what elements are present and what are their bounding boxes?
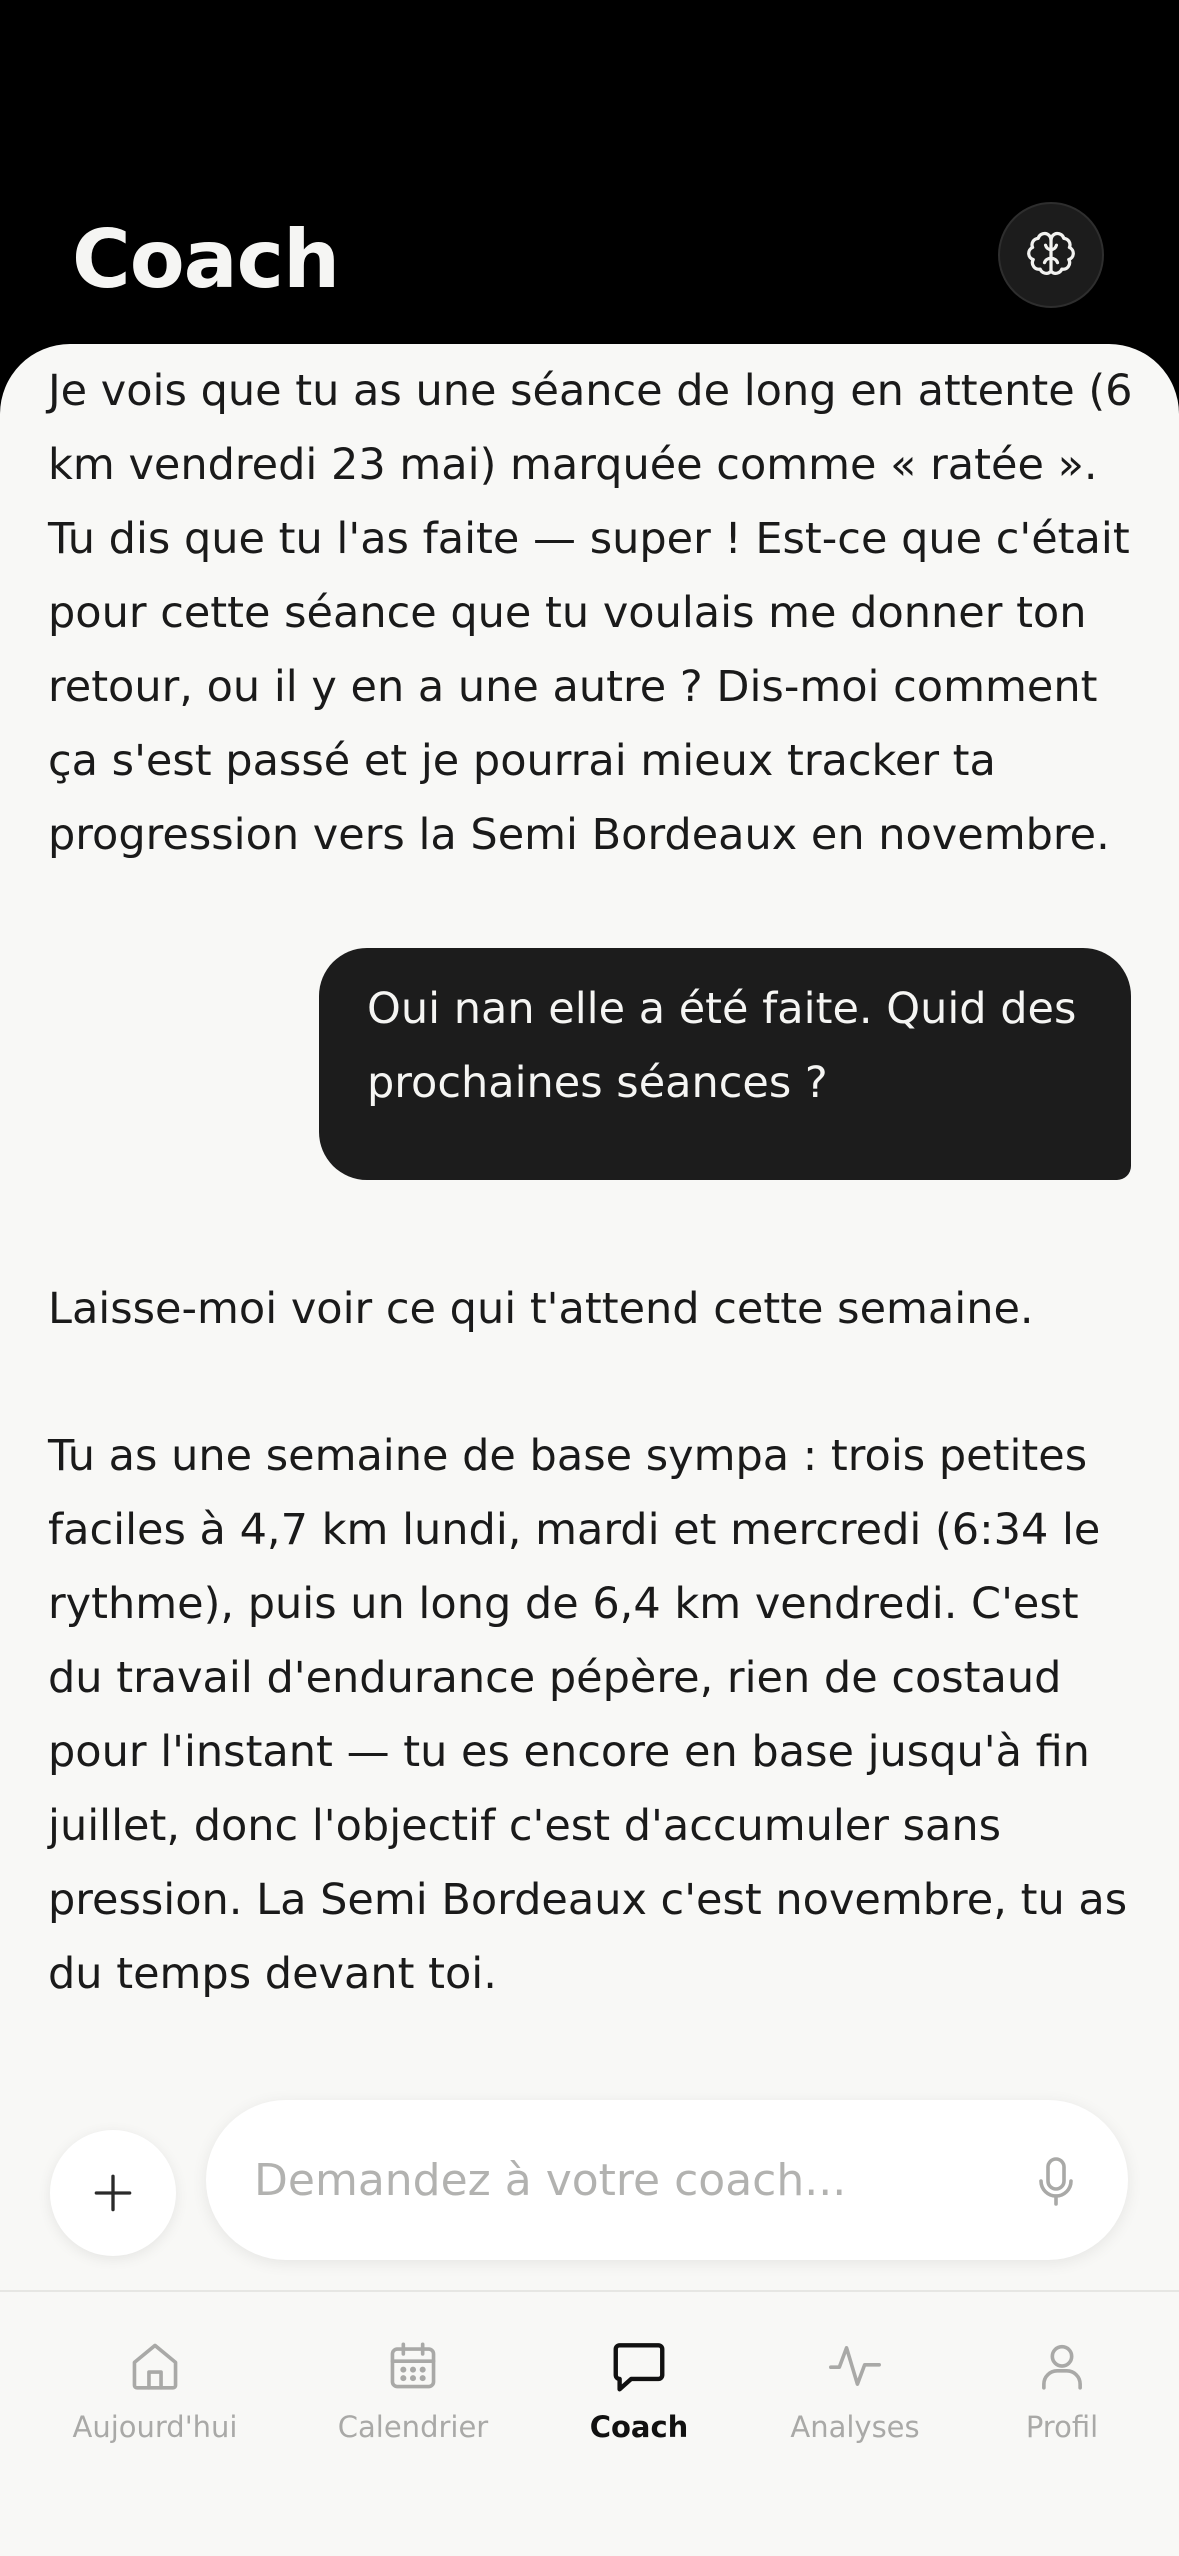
page-title: Coach — [72, 213, 340, 306]
bottom-tab-bar — [0, 2290, 1179, 2556]
home-icon — [123, 2334, 187, 2398]
coach-message-text: Je vois que tu as une séance de long en attente (6 km vendredi 23 mai) marquée comme « ratée ». Tu dis que tu l'as faite — super ! Est-ce que c'était pour cette séance que tu voulais me donner ton retour, ou il y en a une autre ? Dis-moi comment ça s'est passé et je pourrai mieux tracker ta progression vers la Semi Bordeaux en novembre. — [48, 366, 1133, 860]
coach-message — [48, 1419, 1138, 2011]
tab-label: Calendrier — [337, 2410, 489, 2444]
user-message-text: Oui nan elle a été faite. Quid des prochaines séances ? — [367, 984, 1077, 1108]
tab-analyses[interactable] — [745, 2334, 965, 2454]
brain-icon — [1025, 229, 1077, 281]
plus-icon — [88, 2168, 138, 2218]
calendar-icon — [381, 2334, 445, 2398]
tab-label: Aujourd'hui — [72, 2410, 238, 2444]
brain-button[interactable] — [998, 202, 1104, 308]
tab-calendar[interactable] — [303, 2334, 523, 2454]
header — [0, 0, 1179, 360]
tab-label: Profil — [1025, 2410, 1099, 2444]
coach-message-body: Tu as une semaine de base sympa : trois petites faciles à 4,7 km lundi, mardi et mercredi (6:34 le rythme), puis un long de 6,4 km vendredi. C'est du travail d'endurance pépère, rien de costaud pour l'instant — tu es encore en base jusqu'à fin juillet, donc l'objectif c'est d'accumuler sans pression. La Semi Bordeaux c'est novembre, tu as du temps devant toi. — [48, 1431, 1128, 1999]
tab-label: Coach — [589, 2410, 689, 2444]
chat-bubble-icon — [607, 2334, 671, 2398]
coach-message — [48, 1272, 1138, 1346]
user-icon — [1030, 2334, 1094, 2398]
coach-message — [48, 354, 1138, 872]
chat-thread[interactable] — [0, 344, 1179, 2290]
coach-message-intro: Laisse-moi voir ce qui t'attend cette semaine. — [48, 1284, 1034, 1334]
activity-icon — [823, 2334, 887, 2398]
tab-coach[interactable] — [529, 2334, 749, 2454]
microphone-button[interactable] — [1032, 2154, 1080, 2210]
user-message-bubble — [319, 948, 1131, 1180]
coach-message-input[interactable] — [254, 2140, 974, 2220]
add-attachment-button[interactable] — [50, 2130, 176, 2256]
microphone-icon — [1036, 2156, 1076, 2208]
tab-label: Analyses — [790, 2410, 920, 2444]
tab-today[interactable] — [45, 2334, 265, 2454]
composer — [206, 2100, 1128, 2260]
tab-profile[interactable] — [952, 2334, 1172, 2454]
